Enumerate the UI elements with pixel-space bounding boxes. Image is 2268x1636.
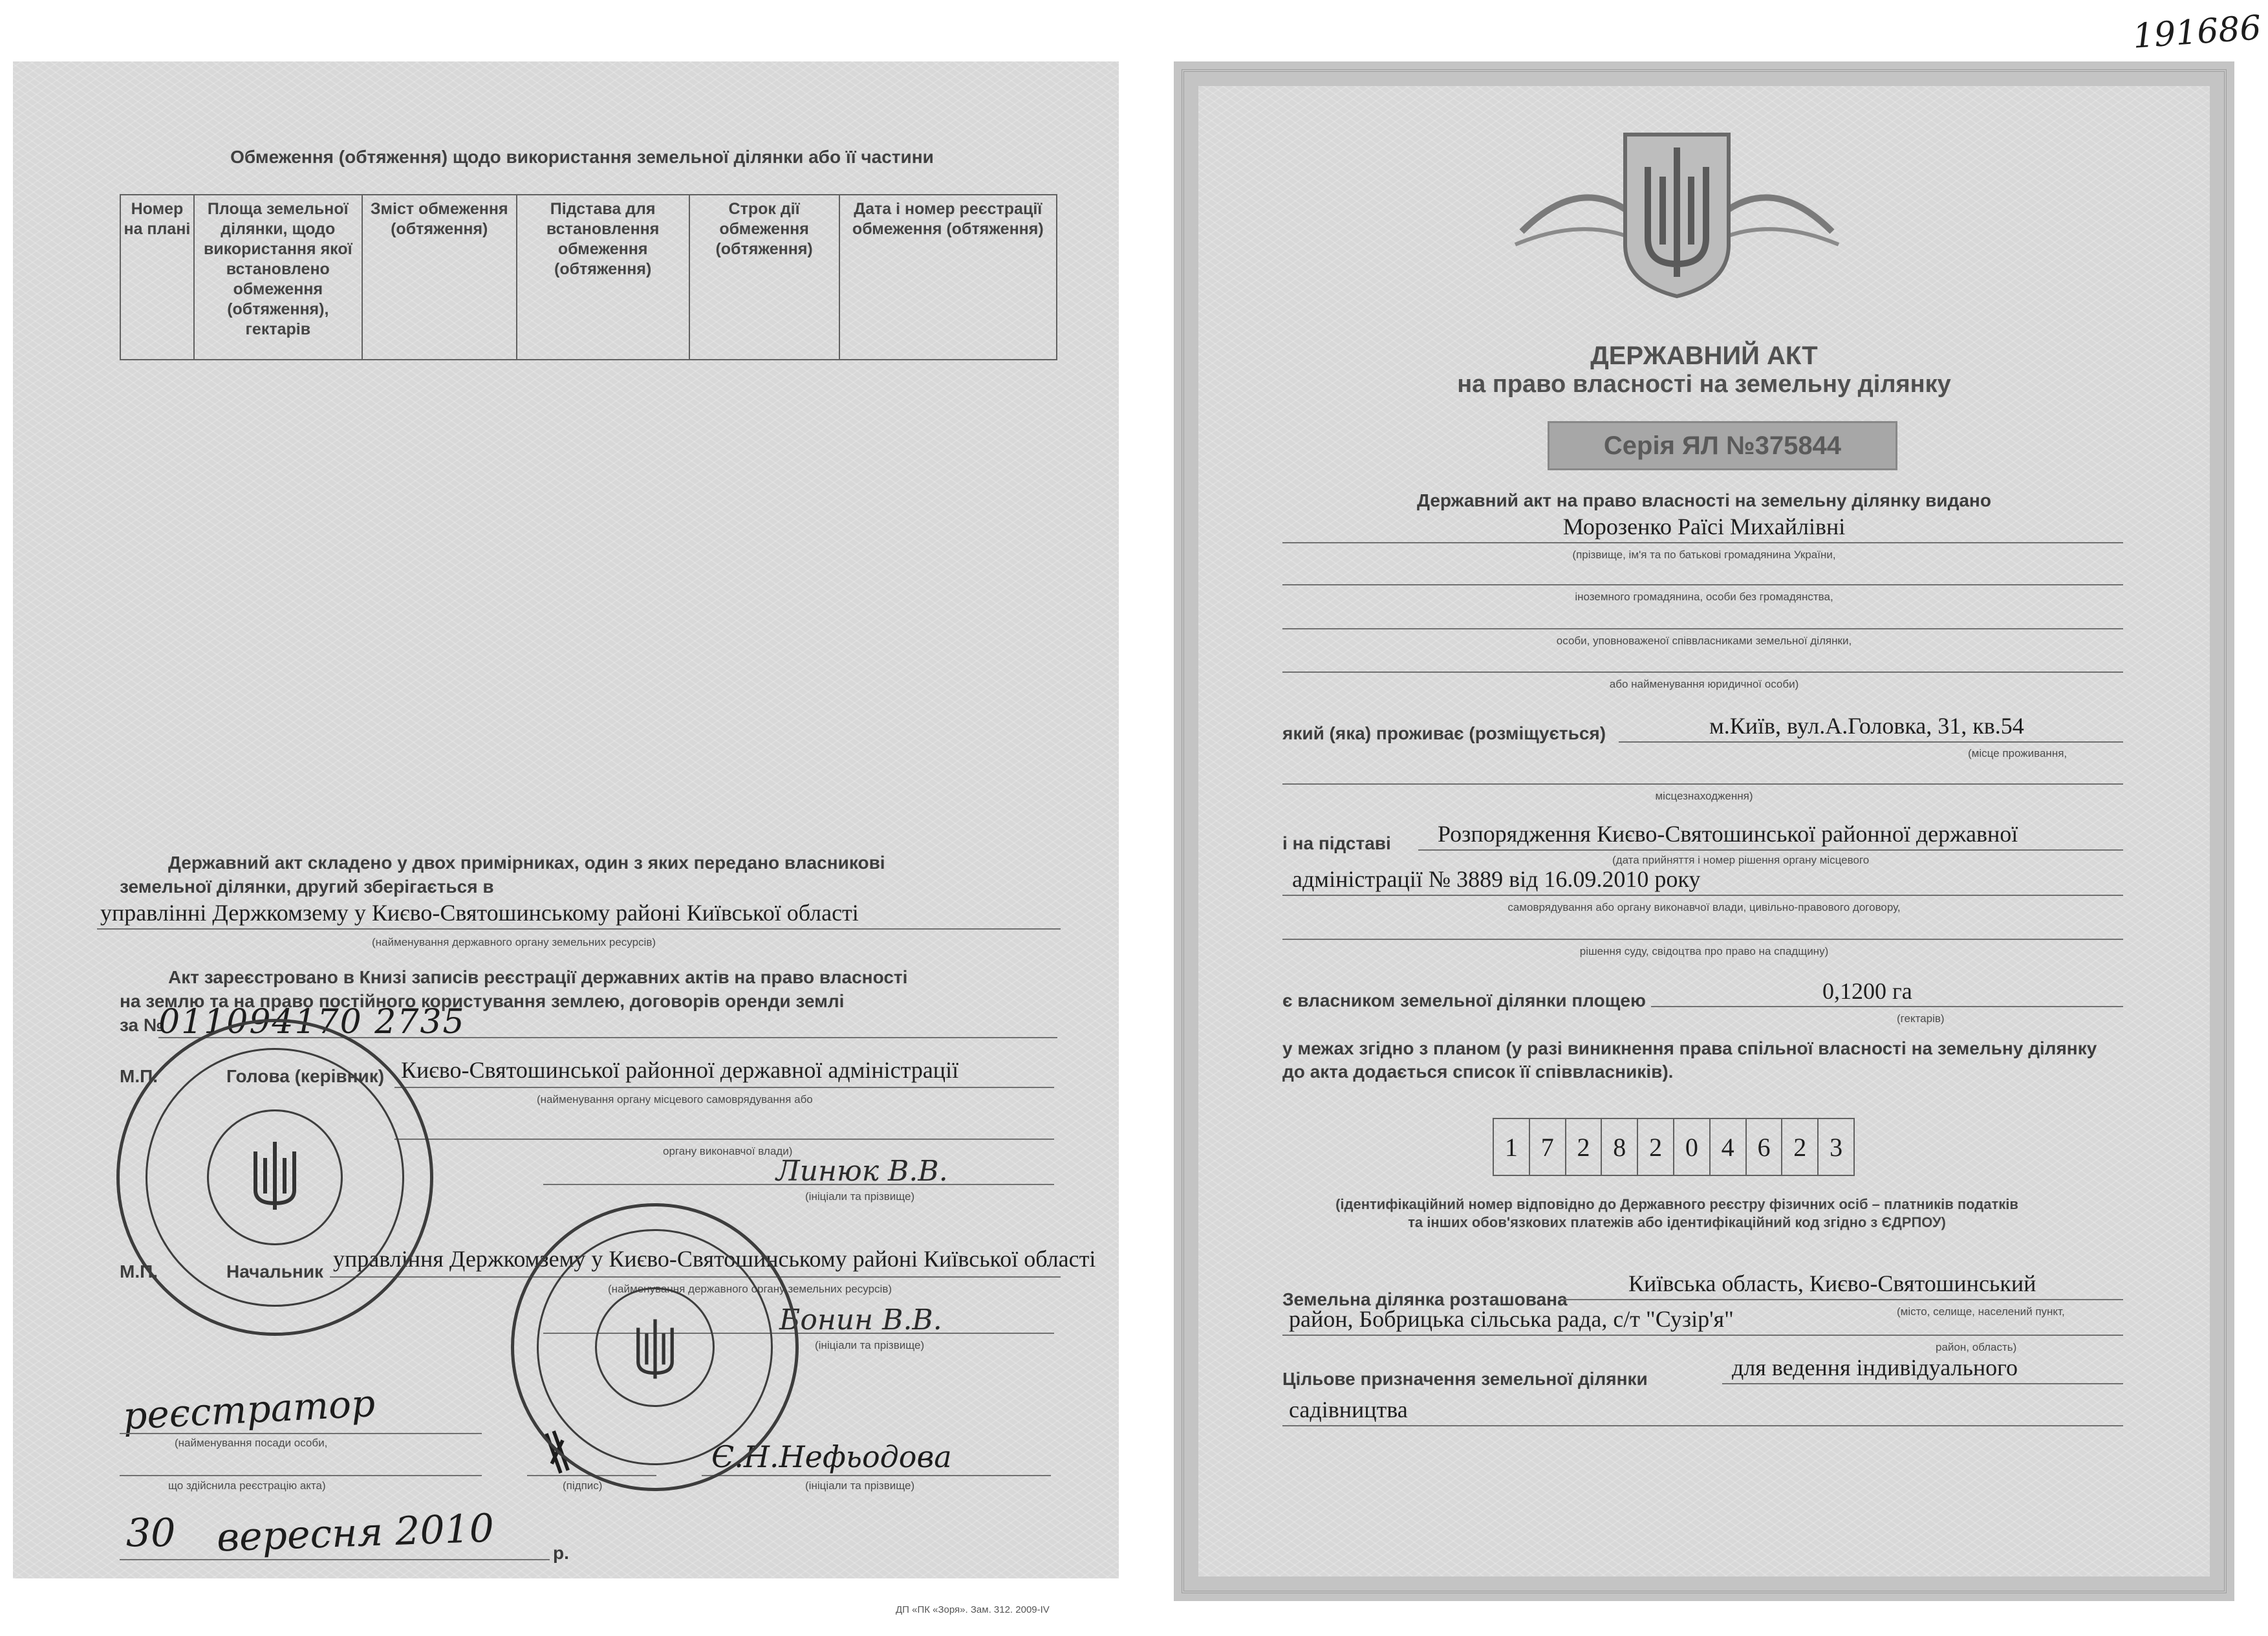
registered-text-2: на землю та на право постійного користування землею, договорів оренди землі (120, 991, 845, 1011)
id-digit: 2 (1637, 1118, 1674, 1175)
residence-label: який (яка) проживає (розміщується) (1282, 723, 1606, 743)
basis-caption-2: самоврядування або органу виконавчої влади, цивільно-правового договору, (1507, 901, 1901, 913)
corner-number: 191686 (2132, 8, 2263, 56)
location-caption-2: район, область) (1936, 1341, 2017, 1353)
residence-caption-1: (місце проживання, (1968, 747, 2068, 759)
copies-line (97, 928, 1061, 930)
date-day: 30 (126, 1511, 176, 1556)
chief-value: управління Держкомзему у Києво-Святошинському районі Київської області (333, 1246, 1096, 1272)
head-signature: Линюк В.В. (776, 1155, 948, 1188)
residence-value: м.Київ, вул.А.Головка, 31, кв.54 (1709, 713, 2024, 739)
id-number-boxes (1493, 1118, 1855, 1176)
chief-sign-caption: (ініціали та прізвище) (815, 1339, 925, 1351)
position-line-2 (120, 1475, 482, 1476)
mp-label-1: М.П. (120, 1066, 158, 1086)
location-caption-1: (місто, селище, населений пункт, (1897, 1305, 2065, 1318)
basis-caption-1: (дата прийняття і номер рішення органу місцевого (1612, 854, 1870, 866)
basis-line-3 (1282, 939, 2123, 940)
basis-line-2 (1282, 895, 2123, 896)
location-line-1 (1561, 1299, 2123, 1300)
id-digit: 3 (1818, 1118, 1854, 1175)
registered-text-1: Акт зареєстровано в Книзі записів реєстрації державних актів на право власності (168, 967, 908, 987)
owner-name: Морозенко Раїсі Михайлівні (1562, 514, 1846, 540)
position-caption-1: (найменування посади особи, (175, 1437, 328, 1449)
chief-caption: (найменування державного органу земельних ресурсів) (608, 1283, 892, 1295)
head-sign-caption: (ініціали та прізвище) (805, 1190, 915, 1203)
area-caption: (гектарів) (1897, 1012, 1945, 1025)
mp-label-2: М.П. (120, 1261, 158, 1282)
id-digit: 6 (1746, 1118, 1782, 1175)
location-value-1: Київська область, Києво-Святошинський (1628, 1271, 2036, 1296)
head-line-2 (394, 1139, 1054, 1140)
residence-caption-2: місцезнаходження) (1655, 790, 1753, 802)
restrictions-col-term: Строк дії обмеження (обтяження) (689, 195, 839, 360)
right-page (1174, 61, 2234, 1601)
coat-of-arms-icon (1496, 115, 1858, 309)
document-subtitle: на право власності на земельну ділянку (1457, 371, 1951, 398)
basis-value-1: Розпорядження Києво-Святошинської районної державної (1438, 821, 2018, 847)
restrictions-col-plan-number: Номер на плані (120, 195, 194, 360)
series-badge: Серія ЯЛ №375844 (1548, 421, 1897, 470)
restrictions-col-basis: Підстава для встановлення обмеження (обтяження) (517, 195, 689, 360)
head-sign-line (543, 1184, 1054, 1185)
purpose-line-2 (1282, 1425, 2123, 1426)
id-digit: 2 (1782, 1118, 1818, 1175)
restrictions-title: Обмеження (обтяження) щодо використання земельної ділянки або її частини (230, 147, 934, 167)
restrictions-col-area: Площа земельної ділянки, щодо використання якої встановлено обмеження (обтяження), гектарів (194, 195, 362, 360)
registrar-stroke: ∦ (535, 1423, 581, 1483)
chief-label: Начальник (226, 1261, 324, 1282)
registrar-sign-caption: (ініціали та прізвище) (805, 1479, 915, 1492)
restrictions-table (120, 194, 1057, 360)
id-digit: 4 (1710, 1118, 1746, 1175)
date-line (120, 1559, 550, 1560)
id-digit: 2 (1566, 1118, 1602, 1175)
owner-caption-1: (прізвище, ім'я та по батькові громадянина України, (1572, 549, 1836, 561)
date-suffix: р. (553, 1543, 569, 1563)
registrar-signature: Є.Н.Нефьодова (711, 1439, 952, 1474)
official-stamp-land-department (511, 1203, 799, 1491)
copies-value: управлінні Держкомзему у Києво-Святошинському районі Київської області (100, 900, 859, 926)
registrar-sign-caption-sign: (підпис) (563, 1479, 603, 1492)
area-label: є власником земельної ділянки площею (1282, 990, 1646, 1010)
plan-text: у межах згідно з планом (у разі виникнення права спільної власності на земельну ділянку до акта додається список її співвласників). (1282, 1038, 2097, 1082)
position-caption-2: що здійснила реєстрацію акта) (168, 1479, 326, 1492)
purpose-value-2: садівництва (1289, 1397, 1408, 1423)
head-caption-1: (найменування органу місцевого самоврядування або (537, 1093, 813, 1106)
head-value: Києво-Святошинської районної державної адміністрації (401, 1057, 959, 1083)
owner-line-2 (1282, 584, 2123, 585)
purpose-label: Цільове призначення земельної ділянки (1282, 1369, 1648, 1389)
id-caption: (ідентифікаційний номер відповідно до Державного реєстру фізичних осіб – платників податків та інших обов'язкових платежів або ідентифікаційний код згідно з ЄДРПОУ) (1335, 1196, 2018, 1230)
trident-emblem-icon-2 (629, 1316, 681, 1384)
owner-caption-2: іноземного громадянина, особи без громадянства, (1575, 591, 1833, 603)
id-digit: 0 (1674, 1118, 1710, 1175)
residence-line-2 (1282, 783, 2123, 785)
basis-line-1 (1418, 849, 2123, 851)
official-stamp-administration (116, 1019, 433, 1336)
owner-line-3 (1282, 628, 2123, 629)
basis-label: і на підставі (1282, 833, 1391, 853)
basis-caption-3: рішення суду, свідоцтва про право на спадщину) (1579, 945, 1829, 957)
head-line (394, 1087, 1054, 1088)
trident-emblem-icon (246, 1139, 304, 1216)
copies-text-1: Державний акт складено у двох примірниках, один з яких передано власникові (168, 853, 885, 873)
printer-footer: ДП «ПК «Зоря». Зам. 312. 2009-IV (896, 1604, 1050, 1615)
chief-signature: Бонин В.В. (779, 1303, 942, 1336)
left-page (13, 61, 1119, 1615)
area-value: 0,1200 га (1822, 978, 1912, 1004)
owner-caption-4: або найменування юридичної особи) (1609, 678, 1799, 690)
position-line (120, 1433, 482, 1434)
purpose-line-1 (1722, 1383, 2123, 1384)
copies-caption: (найменування державного органу земельних ресурсів) (372, 936, 656, 948)
issued-text: Державний акт на право власності на земельну ділянку видано (1417, 490, 1991, 510)
residence-line (1619, 741, 2123, 743)
basis-value-2: адміністрації № 3889 від 16.09.2010 року (1292, 866, 1701, 892)
registered-number: 011094170 2735 (158, 1003, 466, 1042)
area-line (1651, 1006, 2123, 1007)
restrictions-col-registration: Дата і номер реєстрації обмеження (обтяження) (839, 195, 1057, 360)
owner-line-1 (1282, 542, 2123, 543)
position-value: реєстратор (122, 1380, 376, 1439)
registrar-name-line (702, 1475, 1051, 1476)
purpose-value-1: для ведення індивідуального (1732, 1355, 2018, 1380)
owner-line-4 (1282, 671, 2123, 673)
head-caption-2: органу виконавчої влади) (663, 1145, 793, 1157)
registered-prefix: за № (120, 1015, 164, 1035)
copies-text-2: земельної ділянки, другий зберігається в (120, 877, 494, 897)
owner-caption-3: особи, уповноваженої співвласниками земельної ділянки, (1556, 635, 1852, 647)
id-digit: 1 (1493, 1118, 1529, 1175)
location-label: Земельна ділянка розташована (1282, 1289, 1568, 1309)
restrictions-col-content: Зміст обмеження (обтяження) (362, 195, 517, 360)
id-digit: 7 (1529, 1118, 1566, 1175)
id-digit: 8 (1601, 1118, 1637, 1175)
location-value-2: район, Бобрицька сільська рада, с/т "Сузір'я" (1289, 1306, 1734, 1332)
date-month: вересня 2010 (215, 1505, 495, 1561)
document-title: ДЕРЖАВНИЙ АКТ (1590, 342, 1818, 370)
location-line-2 (1282, 1335, 2123, 1336)
head-label: Голова (керівник) (226, 1066, 385, 1086)
